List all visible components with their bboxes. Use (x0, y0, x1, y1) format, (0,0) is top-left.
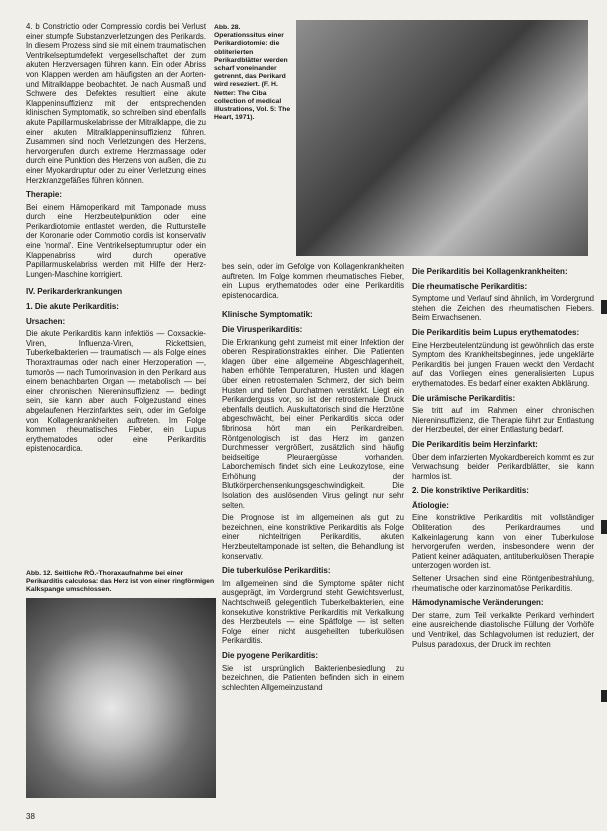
surgery-photo (296, 20, 588, 256)
right-heading-5: 2. Die konstriktive Perikarditis: (412, 486, 529, 496)
right-text-7: Seltener Ursachen sind eine Röntgenbestrahlung, rheumatische oder karzinomatöse Perikarditis. (412, 574, 594, 593)
right-heading-2: Die Perikarditis beim Lupus erythematodes: (412, 327, 580, 337)
acute-heading: 1. Die akute Perikarditis: (26, 302, 119, 312)
tb-text: Im allgemeinen sind die Symptome später nicht ausgeprägt, im Vordergrund steht Gewichtsverlust, Nachtschweiß gelegentlich Tuberkelbakterien, eine konsekutive konstriktive Perikarditis mit Verkalkung des Herzbeutels — eine Spätfolge — ist selten Folge einer nicht ausgeheilten tuberkulösen Perikarditis. (222, 578, 404, 646)
xray-image (26, 598, 216, 798)
right-text-1: Symptome und Verlauf sind ähnlich, im Vordergrund stehen die Zeichen des rheumatischen Fiebers. Beim Erwachsenen. (412, 294, 594, 323)
right-column (412, 262, 594, 652)
scan-edge-mark (601, 300, 607, 314)
section-heading: IV. Perikarderkrankungen (26, 287, 123, 297)
right-text-2: Eine Herzbeutelentzündung ist gewöhnlich das erste Symptom des Krankheitsbeginnes, jede ungeklärte Perikarditis bei jungen Frauen weckt den Verdacht auf das Vorliegen eines generalisierten Lupus erythematodes. Es bedarf einer exakten Abklärung. (412, 340, 594, 388)
right-heading-1: Die rheumatische Perikarditis: (412, 281, 528, 291)
pyogenic-heading: Die pyogene Perikarditis: (222, 650, 319, 660)
therapy-text: Bei einem Hämoperikard mit Tamponade muss durch eine Herzbeutelpunktion oder eine Perikardiotomie entlastet werden, die Rutturstelle der Koronarie oder Commotio cordis ist konservativ eine 'normal'. Eine Ventrikelseptumruptur oder ein Klappenabriss wird durch operative Papillarmuskelabriss werden mit Hilfe der Herz-Lungen-Maschine korrigiert. (26, 202, 206, 279)
right-text-8: Der starre, zum Teil verkalkte Perikard verhindert eine ausreichende diastolische Füllung der Vorhöfe und Ventrikel, das Schlagvolumen ist reduziert, der Pulsus paradoxus, der Druck im rechten (412, 610, 594, 649)
left-column (26, 22, 206, 454)
clinical-heading: Klinische Symptomatik: (222, 310, 313, 320)
middle-intro: bes sein, oder im Gefolge von Kollagenkrankheiten auftreten. Im Folge kommen rheumatisches Fieber, ein Lupus erythematodes oder eine Perikarditis epistenocardica. (222, 262, 404, 300)
page-number: 38 (26, 812, 35, 821)
scan-edge-mark (601, 690, 607, 702)
prognosis-text: Die Prognose ist im allgemeinen als gut zu bezeichnen, eine konstriktive Perikarditis als Folge einer nichteitrigen Perikarditis, akuten Herzbeuteltamponade ist selten, die Behandlung ist konservativ. (222, 513, 404, 561)
right-heading-4: Die Perikarditis beim Herzinfarkt: (412, 439, 538, 449)
right-heading-0: Die Perikarditis bei Kollagenkrankheiten: (412, 267, 568, 276)
viral-heading: Die Virusperikarditis: (222, 324, 303, 334)
right-heading-6: Ätiologie: (412, 500, 449, 510)
therapy-heading: Therapie: (26, 190, 63, 200)
right-text-6: Eine konstriktive Perikarditis mit vollständiger Obliteration des Perikardraumes und Kalkeinlagerung kann von einer Tuberkulose hervorgerufen werden, insbesondere wenn der Patient keiner adäquaten, antituberkulösen Therapie unterzogen worden ist. (412, 513, 594, 571)
causes-text: Die akute Perikarditis kann infektiös — Coxsackie-Viren, Influenza-Viren, Rickettsien, Tuberkelbakterien — traumatisch — als Folge eines Thoraxtraumas oder nach einer Herzoperation —, tumorös — nach Tumorinvasion in den Perikard aus einem benachbarten Organ — metabolisch — bei einer chronischen Niereninsuffizienz — bedingt sein, sie kann aber auch Folgezustand eines abgelaufenen Herzinfarktes sein, oder im Gefolge von Kollagenkrankheiten auftreten. Im Folge kommen rheumatisches Fieber, ein Lupus erythematodes oder eine Perikarditis epistenocardica. (26, 329, 206, 454)
scan-edge-mark (601, 520, 607, 534)
right-heading-8: Hämodynamische Veränderungen: (412, 598, 544, 608)
left-top-paragraph: 4. b Constrictio oder Compressio cordis bei Verlust einer stumpfe Substanzverletzungen des Perikards. In diesem Prozess sind sie mit einem traumatischen Ventrikelseptumdefekt vergesellschaftet der zum akuten Herzversagen führen kann. Ein oder Abriss von Klappen werden am häufigsten an der Aorten- und Mitralklappe beobachtet. Je nach Ausmaß und Schwere des Defektes resultiert eine akute Klappeninsuffizienz mit der entsprechenden klinischen Symptomatik, so schreiben sind ebenfalls akute Papillarmuskelabrisse der Mitralklappe, die zu einer akuten Mitralklappeninsuffizienz führen. Zusammen sind noch Verletzungen des Herzens, hervorgerufen durch extreme Herzmassage oder durch eine Punktion des Herzens von außen, die zu einer Myokardruptur oder zu einer Verletzung eines Herzkranzgefäßes führen können. (26, 22, 206, 185)
figure-28-caption: Abb. 28. Operationssitus einer Perikardiotomie: die obliterierten Perikardblätter werden scharf voneinander getrennt, das Perikard wird reseziert. (F. H. Netter: The Ciba collection of medical illustrations, Vol. 5: The Heart, 1971). (214, 24, 291, 122)
right-text-4: Über dem infarzierten Myokardbereich kommt es zur Verwachsung beider Perikardblätter, sie kann harmlos ist. (412, 452, 594, 481)
pyogenic-text: Sie ist ursprünglich Bakterienbesiedlung zu bezeichnen, die Patienten befinden sich in einem schlechten Allgemeinzustand (222, 663, 404, 692)
viral-text: Die Erkrankung geht zumeist mit einer Infektion der oberen Respirationstraktes einher. Die Patienten klagen über eine allgemeine Abgeschlagenheit, haben erhöhte Temperaturen, Husten und klagen über einen retrosternalen Schmerz, der sich beim Husten und tiefen Durchatmen verstärkt. Liegt ein Perikarderguss vor, so ist der retrosternale Druck ebenfalls deutlich. Auskultatorisch sind die Herztöne abgeschwächt, bei einer Perikarditis sicca oder fibrinosa hört man ein Perikardreiben. Röntgenologisch ist das Herz im ganzen Durchmesser vergrößert, zusätzlich sind häufig beidseitige Pleuraergüsse vorhanden. Laborchemisch findet sich eine Leukozytose, eine Erhöhung der Blutkörperchensenkungsgeschwindigkeit. Die Isolation des auslösenden Virus gelingt nur sehr selten. (222, 337, 404, 510)
middle-column (222, 262, 404, 695)
right-heading-3: Die urämische Perikarditis: (412, 393, 516, 403)
causes-heading: Ursachen: (26, 316, 66, 326)
right-text-3: Sie tritt auf im Rahmen einer chronischen Niereninsuffizienz, die Therapie führt zur Entlastung der Herzbeutel, der einer Entlastung bedarf. (412, 406, 594, 435)
tb-heading: Die tuberkulöse Perikarditis: (222, 566, 331, 576)
figure-12-caption: Abb. 12. Seitliche RÖ.-Thoraxaufnahme bei einer Perikarditis calculosa: das Herz ist von einer ringförmigen Kalkspange umschlossen. (26, 570, 215, 594)
